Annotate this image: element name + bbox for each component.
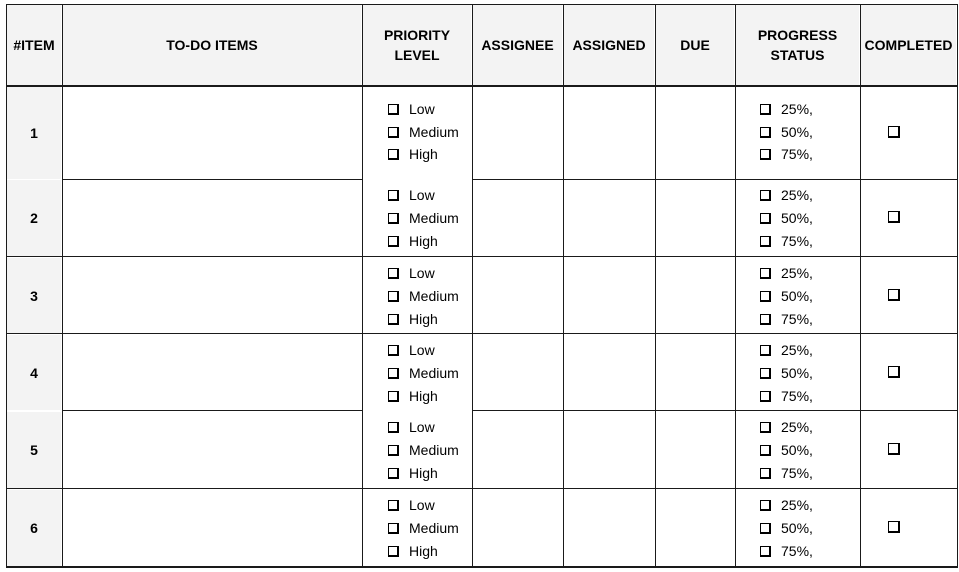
priority-option-high[interactable]: [388, 145, 438, 163]
checkbox-icon[interactable]: [388, 368, 399, 379]
progress-option-25[interactable]: [760, 341, 813, 359]
checkbox-icon[interactable]: [760, 149, 771, 160]
priority-option-medium[interactable]: [388, 441, 459, 459]
priority-option-low[interactable]: [388, 264, 435, 282]
priority-option-medium[interactable]: [388, 519, 459, 537]
progress-option-25[interactable]: [760, 100, 813, 118]
checkbox-icon[interactable]: [760, 546, 771, 557]
assignee-field[interactable]: [473, 258, 562, 333]
todo-item-field[interactable]: [63, 335, 361, 410]
checkbox-icon[interactable]: [388, 500, 399, 511]
checkbox-icon[interactable]: [388, 422, 399, 433]
progress-option-50[interactable]: [760, 209, 813, 227]
progress-option-75[interactable]: [760, 145, 813, 163]
table-rule: [6, 566, 958, 568]
checkbox-icon[interactable]: [388, 104, 399, 115]
progress-option-25[interactable]: [760, 264, 813, 282]
priority-level-options: [388, 180, 470, 256]
table-rule: [62, 179, 362, 180]
progress-option-label: 50%,: [781, 520, 813, 536]
item-number-cell: [7, 87, 61, 179]
progress-option-label: 50%,: [781, 210, 813, 226]
priority-option-label: High: [409, 146, 438, 162]
priority-option-label: High: [409, 311, 438, 327]
priority-option-label: Medium: [409, 124, 459, 140]
table-rule: [62, 4, 63, 567]
header-item: #ITEM: [7, 5, 61, 85]
todo-item-field[interactable]: [63, 490, 361, 566]
progress-status-options: [760, 412, 858, 488]
header-assigned: ASSIGNED: [564, 5, 654, 85]
assignee-field[interactable]: [473, 180, 562, 256]
item-number: 6: [30, 520, 38, 536]
priority-option-label: Low: [409, 342, 435, 358]
progress-option-25[interactable]: [760, 418, 813, 436]
progress-status-options: [760, 87, 858, 179]
progress-option-label: 50%,: [781, 124, 813, 140]
progress-option-50[interactable]: [760, 123, 813, 141]
priority-level-options: [388, 490, 470, 566]
progress-option-label: 25%,: [781, 342, 813, 358]
priority-option-label: High: [409, 233, 438, 249]
checkbox-icon[interactable]: [388, 127, 399, 138]
priority-option-medium[interactable]: [388, 287, 459, 305]
priority-option-low[interactable]: [388, 418, 435, 436]
checkbox-icon[interactable]: [760, 291, 771, 302]
table-rule: [6, 4, 7, 567]
due-field[interactable]: [656, 335, 734, 410]
assigned-field[interactable]: [564, 335, 654, 410]
table-rule: [472, 4, 473, 567]
checkbox-icon[interactable]: [388, 149, 399, 160]
assignee-field[interactable]: [473, 335, 562, 410]
item-number: 5: [30, 442, 38, 458]
due-field[interactable]: [656, 258, 734, 333]
progress-option-25[interactable]: [760, 496, 813, 514]
assigned-field[interactable]: [564, 87, 654, 179]
item-number-cell: [7, 412, 61, 488]
progress-status-options: [760, 258, 858, 333]
priority-option-high[interactable]: [388, 310, 438, 328]
due-field[interactable]: [656, 180, 734, 256]
assignee-field[interactable]: [473, 87, 562, 179]
checkbox-icon[interactable]: [388, 523, 399, 534]
progress-option-label: 50%,: [781, 365, 813, 381]
assigned-field[interactable]: [564, 412, 654, 488]
checkbox-icon[interactable]: [760, 523, 771, 534]
item-number-cell: [7, 258, 61, 333]
priority-option-label: High: [409, 465, 438, 481]
checkbox-icon[interactable]: [760, 368, 771, 379]
todo-item-field[interactable]: [63, 412, 361, 488]
item-number: 1: [30, 125, 38, 141]
checkbox-icon[interactable]: [388, 546, 399, 557]
checkbox-icon[interactable]: [388, 268, 399, 279]
checkbox-icon[interactable]: [388, 236, 399, 247]
table-rule: [6, 333, 958, 334]
progress-option-label: 75%,: [781, 388, 813, 404]
priority-level-options: [388, 335, 470, 410]
priority-option-label: Medium: [409, 365, 459, 381]
progress-option-label: 25%,: [781, 101, 813, 117]
table-rule: [735, 4, 736, 567]
checkbox-icon[interactable]: [760, 190, 771, 201]
priority-option-medium[interactable]: [388, 209, 459, 227]
header-progress-status: PROGRESS STATUS: [736, 5, 859, 85]
priority-option-label: Medium: [409, 288, 459, 304]
progress-option-label: 75%,: [781, 146, 813, 162]
table-rule: [655, 4, 656, 567]
table-rule: [860, 4, 861, 567]
priority-option-high[interactable]: [388, 464, 438, 482]
checkbox-icon[interactable]: [388, 190, 399, 201]
priority-option-high[interactable]: [388, 542, 438, 560]
assignee-field[interactable]: [473, 490, 562, 566]
item-number-cell: [7, 180, 61, 256]
priority-option-low[interactable]: [388, 341, 435, 359]
completed-checkbox[interactable]: [888, 211, 900, 223]
checkbox-icon[interactable]: [760, 236, 771, 247]
progress-status-options: [760, 490, 858, 566]
checkbox-icon[interactable]: [760, 127, 771, 138]
checkbox-icon[interactable]: [760, 268, 771, 279]
progress-status-options: [760, 180, 858, 256]
progress-option-label: 50%,: [781, 288, 813, 304]
checkbox-icon[interactable]: [760, 104, 771, 115]
priority-level-options: [388, 258, 470, 333]
table-rule: [6, 85, 958, 87]
priority-option-label: Low: [409, 419, 435, 435]
progress-option-50[interactable]: [760, 519, 813, 537]
checkbox-icon[interactable]: [760, 422, 771, 433]
header-todo-items: TO-DO ITEMS: [63, 5, 361, 85]
checkbox-icon[interactable]: [760, 445, 771, 456]
item-number: 2: [30, 210, 38, 226]
priority-option-label: Low: [409, 187, 435, 203]
checkbox-icon[interactable]: [388, 391, 399, 402]
progress-option-50[interactable]: [760, 441, 813, 459]
progress-option-50[interactable]: [760, 287, 813, 305]
checkbox-icon[interactable]: [760, 345, 771, 356]
assignee-field[interactable]: [473, 412, 562, 488]
priority-level-options: [388, 87, 470, 179]
table-rule: [472, 179, 958, 180]
header-assignee: ASSIGNEE: [473, 5, 562, 85]
table-rule: [6, 488, 958, 489]
priority-option-label: Medium: [409, 210, 459, 226]
progress-option-label: 75%,: [781, 465, 813, 481]
due-field[interactable]: [656, 412, 734, 488]
progress-option-label: 25%,: [781, 497, 813, 513]
due-field[interactable]: [656, 87, 734, 179]
progress-option-label: 75%,: [781, 233, 813, 249]
item-number: 4: [30, 364, 38, 381]
item-number-cell: [7, 490, 61, 566]
checkbox-icon[interactable]: [388, 445, 399, 456]
completed-checkbox[interactable]: [888, 443, 900, 455]
progress-option-label: 50%,: [781, 442, 813, 458]
completed-checkbox[interactable]: [888, 289, 900, 301]
item-number-cell: [7, 335, 61, 410]
todo-item-field[interactable]: [63, 258, 361, 333]
progress-option-label: 25%,: [781, 187, 813, 203]
priority-option-label: High: [409, 388, 438, 404]
progress-option-label: 25%,: [781, 265, 813, 281]
progress-option-label: 75%,: [781, 311, 813, 327]
todo-item-field[interactable]: [63, 180, 361, 256]
priority-option-low[interactable]: [388, 496, 435, 514]
table-rule: [362, 4, 363, 567]
progress-status-options: [760, 335, 858, 410]
table-rule: [6, 4, 958, 5]
progress-option-label: 25%,: [781, 419, 813, 435]
checkbox-icon[interactable]: [388, 468, 399, 479]
completed-checkbox[interactable]: [888, 521, 900, 533]
checkbox-icon[interactable]: [760, 314, 771, 325]
progress-option-75[interactable]: [760, 542, 813, 560]
priority-option-medium[interactable]: [388, 364, 459, 382]
assigned-field[interactable]: [564, 180, 654, 256]
priority-option-high[interactable]: [388, 232, 438, 250]
priority-option-label: Low: [409, 101, 435, 117]
assigned-field[interactable]: [564, 490, 654, 566]
priority-option-low[interactable]: [388, 186, 435, 204]
checkbox-icon[interactable]: [760, 468, 771, 479]
priority-option-label: Medium: [409, 520, 459, 536]
progress-option-label: 75%,: [781, 543, 813, 559]
priority-option-label: High: [409, 543, 438, 559]
checkbox-icon[interactable]: [760, 213, 771, 224]
progress-option-75[interactable]: [760, 232, 813, 250]
priority-option-medium[interactable]: [388, 123, 459, 141]
checkbox-icon[interactable]: [760, 391, 771, 402]
progress-option-75[interactable]: [760, 310, 813, 328]
table-rule: [563, 4, 564, 567]
priority-level-options: [388, 412, 470, 488]
checkbox-icon[interactable]: [760, 500, 771, 511]
checkbox-icon[interactable]: [388, 314, 399, 325]
header-priority-level: PRIORITY LEVEL: [363, 5, 471, 85]
assigned-field[interactable]: [564, 258, 654, 333]
item-number: 3: [30, 287, 38, 304]
table-rule: [62, 410, 362, 411]
checkbox-icon[interactable]: [388, 345, 399, 356]
header-completed: COMPLETED: [861, 5, 956, 85]
progress-option-25[interactable]: [760, 186, 813, 204]
completed-checkbox[interactable]: [888, 126, 900, 138]
completed-checkbox[interactable]: [888, 366, 900, 378]
todo-item-field[interactable]: [63, 87, 361, 179]
priority-option-label: Medium: [409, 442, 459, 458]
priority-option-label: Low: [409, 497, 435, 513]
progress-option-75[interactable]: [760, 387, 813, 405]
checkbox-icon[interactable]: [388, 213, 399, 224]
checkbox-icon[interactable]: [388, 291, 399, 302]
progress-option-50[interactable]: [760, 364, 813, 382]
table-rule: [6, 256, 958, 257]
priority-option-label: Low: [409, 265, 435, 281]
progress-option-75[interactable]: [760, 464, 813, 482]
table-rule: [957, 4, 958, 567]
priority-option-low[interactable]: [388, 100, 435, 118]
due-field[interactable]: [656, 490, 734, 566]
priority-option-high[interactable]: [388, 387, 438, 405]
table-rule: [472, 410, 958, 411]
header-due: DUE: [656, 5, 734, 85]
